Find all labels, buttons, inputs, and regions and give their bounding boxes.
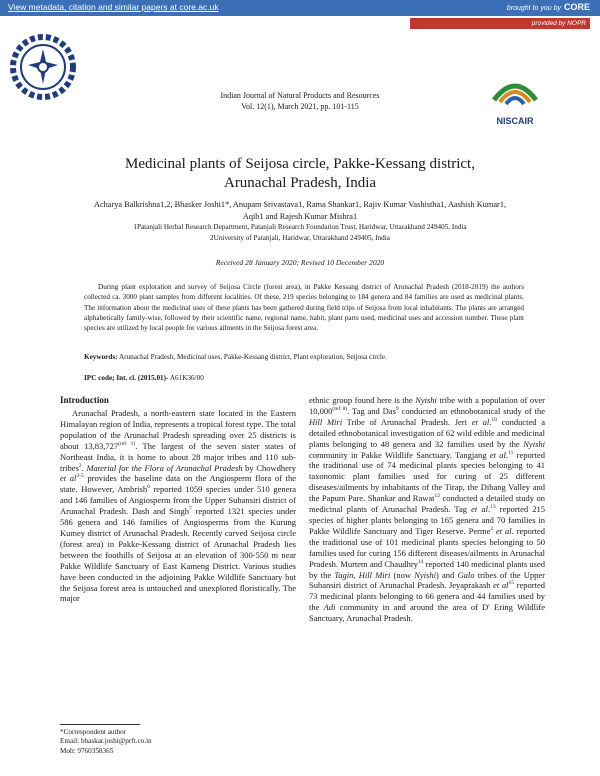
footnote-correspondent: *Correspondent author: [60, 728, 127, 736]
footnotes: [60, 728, 296, 756]
keywords: [84, 352, 524, 362]
received-dates: Received 28 January 2020; Revised 10 December 2020: [215, 258, 385, 267]
core-brand-name: CORE: [563, 2, 590, 12]
keywords-label: Keywords:: [84, 353, 118, 361]
authors-line-2: Aqib1 and Rajesh Kumar Mishra1: [242, 211, 358, 221]
paper-title: [60, 155, 540, 193]
footnote-mobile: Mob: 9760358365: [60, 746, 114, 755]
niscair-logo-text: NISCAIR: [496, 116, 534, 126]
journal-header: [190, 90, 410, 112]
affiliation-1: 1Patanjali Herbal Research Department, Patanjali Research Foundation Trust, Haridwar, Uttarakhand 249405, India: [133, 223, 467, 231]
niscair-logo-icon: [484, 70, 546, 128]
ipc-code: [84, 373, 524, 383]
keywords-text: Arunachal Pradesh, Medicinal uses, Pakke-Kessang district, Plant exploration, Seijosa circle.: [117, 353, 387, 361]
footnote-email: Email: bhaskar.joshi@prft.co.in: [60, 737, 152, 746]
footnote-divider: [60, 724, 140, 725]
authors-line-1: Acharya Balkrishna1,2, Bhasker Joshi1*, Anupam Srivastava1, Rama Shankar1, Rajiv Kumar Vashistha1, Aashish Kumar1,: [93, 200, 507, 209]
body-column-left: [60, 395, 296, 604]
csir-logo-icon: [8, 32, 78, 102]
core-brand[interactable]: [507, 2, 590, 12]
intro-paragraph-right: ethnic group found here is the Nyishi tribe with a population of over $10,000^{(ref 8)}$. Tag and Das$^9$ conducted an ethnobotanical study of the Hill Miri Tribe of Arunachal Pradesh. Jeri et al.$^{10}$ conducted a detailed ethnobotanical investigation of 62 wild edible and medicinal plants belonging to 48 genera and 32 families used by the Nyishi community in Pakke Wildlife Sanctuary. Tangjang et al.$^{11}$ reported the traditional use of 74 medicinal plants species belonging to 41 taxonomic plant families used for curing of 25 different diseases/ailments by inhabitants of the Tirap, the Dibang Valley and the Papum Pare. Shankar and Rawat$^{12}$ conducted a detailed study on medicinal plants of Arunachal Pradesh. Tag et al.$^{13}$ reported 215 species of higher plants belonging to 165 genera and 70 families in Pakke Wildlife Sanctuary and Tiger Reserve. Perme$^2$ et al. reported the traditional use of 101 medicinal plants species belonging to 50 families used for curing 156 different diseases/ailments in Arunachal Pradesh. Murtem and Chaudhry$^{14}$ reported 140 medicinal plants used by the Tagin, Hill Miri (now Nyishi) and Galo tribes of the Upper Subansiri district of Arunachal Pradesh. Jeyaprakash et $al^{15}$ reported 73 medicinal plants belonging to 66 genera and 44 families used by the Adi community in and around the area of D' Ering Wildlife Sanctuary, Arunachal Pradesh.: [309, 395, 546, 624]
core-link-text: View metadata, citation and similar papers at: [8, 2, 180, 12]
affiliations: [58, 222, 542, 244]
journal-name: Indian Journal of Natural Products and Resources: [220, 91, 380, 100]
journal-issue: Vol. 12(1), March 2021, pp. 101-115: [241, 102, 359, 111]
body-column-right: [309, 395, 545, 624]
intro-paragraph-left: Arunachal Pradesh, a north-eastern state located in the Eastern Himalayan region of India, represents a tropical forest type. The total population of the Arunachal Pradesh spreading over 25 districts is about $13,83,727^{(ref 1)}$. The largest of the seven sister states of Northeast India, it is home to about 28 major tribes and 110 sub-tribes$^2$. Material for the Flora of Arunachal Pradesh by Chowdhery et $al^{3-5}$ provides the baseline data on the Angiosperm flora of the state. However, Ambrish$^6$ reported 1059 species under 510 genera and 146 families of Angiosperm from the Upper Subansiri district of Arunachal Pradesh. Dash and Singh$^7$ reported 1321 species under 586 genera and 146 families of Angiosperms from the Kurung Kumey district of Arunachal Pradesh. Recently carved Seijosa circle (forest area) in Pakke-Kessang district of Arunachal Pradesh lies between the foothills of Seijosa at an elevation of 300-550 m near Pakke Wildlife Sanctuary of East Kameng District. Various studies have been conducted in the adjoining Pakke Wildlife Sanctuary but the Seijosa forest area is untouched and unexplored floristically. The major: [60, 408, 297, 604]
author-list: [58, 199, 542, 222]
abstract: During plant exploration and survey of Seijosa Circle (forest area), in Pakke Kessang district of Arunachal Pradesh (2018-2019) the authors collected ca. 3000 plant samples from different localities. Of these, 219 species belonging to 184 genera and 84 families are used as medicinal plants. The information about the medicinal uses of these plants has been gathered during field trips of Seijosa from local inhabitants. The plants are arranged alphabetically family-wise, followed by their scientific name, regional name, habit, plant parts used, medicinal uses and accession number. These plant species are utilized by local people for various ailments in the Seijosa forest area.: [84, 283, 524, 333]
core-brought-text: brought to you by: [506, 5, 561, 12]
core-banner: [0, 0, 600, 16]
provided-by-badge: provided by NOPR: [410, 18, 590, 29]
core-link-domain[interactable]: core.ac.uk: [179, 2, 219, 12]
title-line-2: Arunachal Pradesh, India: [223, 175, 377, 191]
affiliation-2: 2University of Patanjali, Haridwar, Uttarakhand 249405, India: [210, 234, 390, 242]
core-metadata-link[interactable]: [8, 2, 219, 12]
ipc-value: A61K36/00: [168, 374, 204, 382]
title-line-1: Medicinal plants of Seijosa circle, Pakke-Kessang district,: [125, 156, 475, 172]
section-heading-introduction: Introduction: [60, 395, 109, 405]
ipc-label: IPC code; Int. cl. (2015.01)-: [84, 374, 169, 382]
